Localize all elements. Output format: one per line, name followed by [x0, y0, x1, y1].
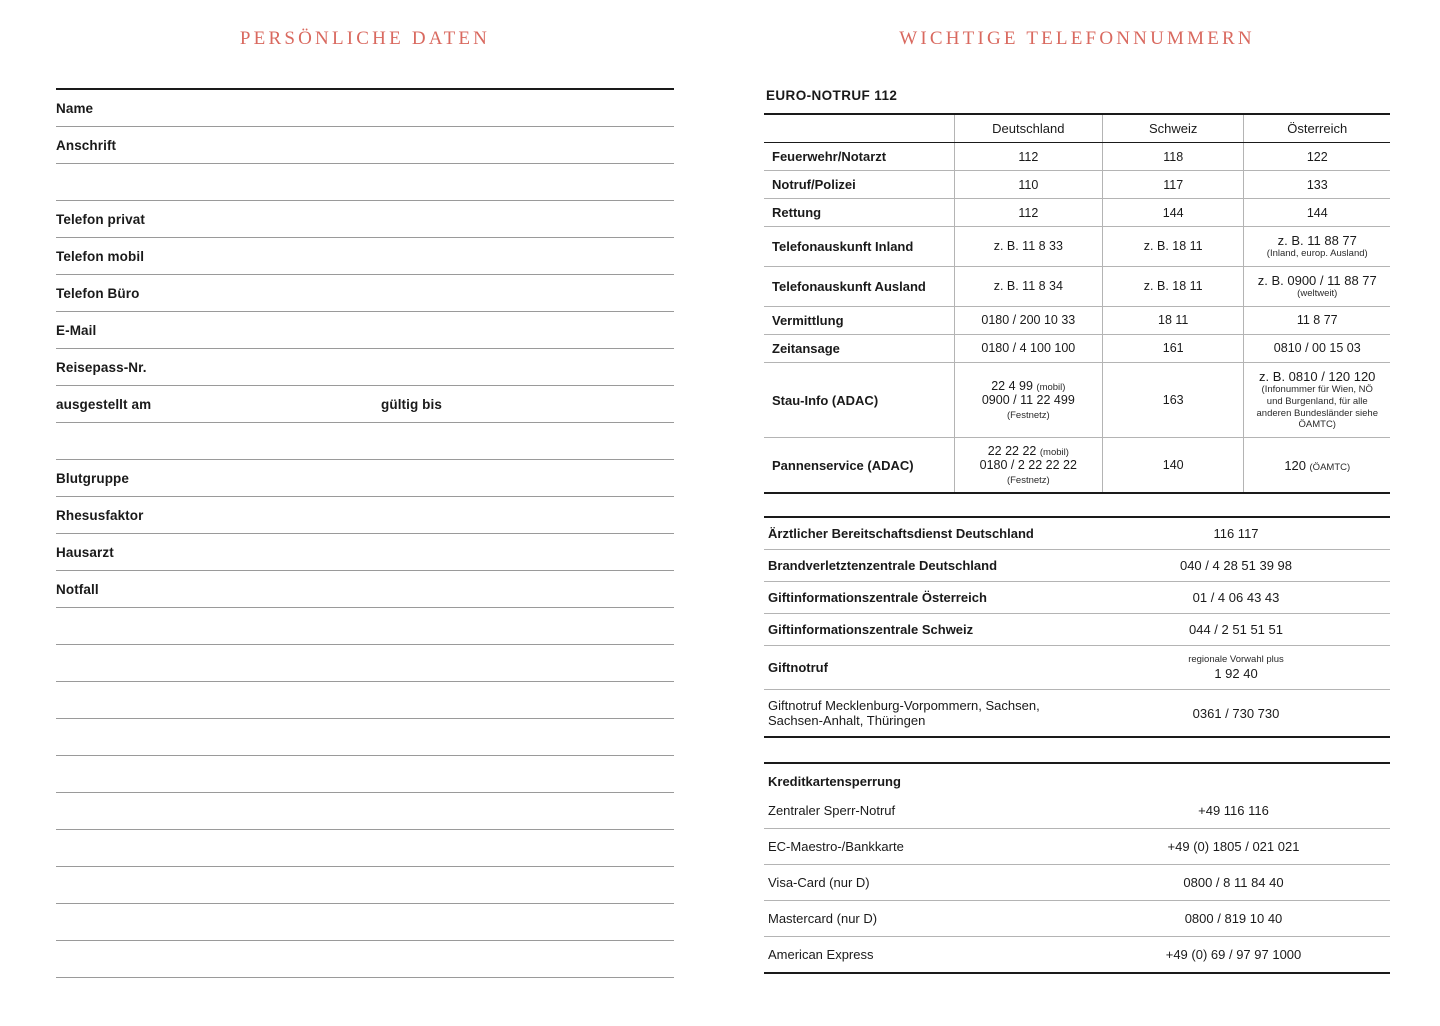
- field-label-secondary: gültig bis: [381, 396, 442, 412]
- card-number: +49 (0) 69 / 97 97 1000: [1165, 947, 1302, 963]
- cell-at-note: (ÖAMTC): [1309, 461, 1351, 473]
- form-row-anschrift-cont[interactable]: [56, 164, 674, 201]
- cell-ch: 118: [1102, 143, 1244, 171]
- table-row: [764, 266, 1390, 306]
- cell-at-main: 120: [1284, 457, 1307, 473]
- form-row-blutgruppe[interactable]: [56, 460, 674, 497]
- card-label: Mastercard (nur D): [764, 901, 1077, 937]
- service-number: 040 / 4 28 51 39 98: [1082, 550, 1390, 582]
- service-number: 1 92 40: [1214, 666, 1258, 682]
- row-label: Telefonauskunft Inland: [764, 227, 954, 267]
- page-spine: [720, 0, 721, 1026]
- field-label: ausgestellt am: [56, 396, 152, 412]
- table-row: [764, 227, 1390, 267]
- cell-ch: 140: [1102, 438, 1244, 494]
- cell-de-line1-number: 22 4 99: [991, 379, 1033, 393]
- credit-card-block-table: [764, 762, 1390, 974]
- cell-at: 144: [1244, 199, 1390, 227]
- table-row: [764, 550, 1390, 582]
- cell-ch: 117: [1102, 171, 1244, 199]
- card-label: Zentraler Sperr-Notruf: [764, 793, 1077, 829]
- form-row-anschrift[interactable]: [56, 127, 674, 164]
- table-row: [764, 334, 1390, 362]
- field-label: Name: [56, 100, 94, 116]
- cell-at-note: (weltweit): [1297, 287, 1338, 299]
- table-row: [764, 793, 1390, 829]
- card-number: +49 116 116: [1077, 793, 1390, 829]
- cell-de: [954, 362, 1102, 438]
- blank-line[interactable]: [56, 719, 674, 756]
- right-page: [720, 0, 1440, 1026]
- cell-de: z. B. 11 8 33: [954, 227, 1102, 267]
- cell-ch: z. B. 18 11: [1102, 227, 1244, 267]
- blank-line[interactable]: [56, 867, 674, 904]
- table-row: [764, 614, 1390, 646]
- field-label: E-Mail: [56, 322, 97, 338]
- cell-at: 11 8 77: [1244, 306, 1390, 334]
- blank-line[interactable]: [56, 904, 674, 941]
- cell-ch: 163: [1102, 362, 1244, 438]
- row-label: Pannenservice (ADAC): [764, 438, 954, 494]
- table-row: [764, 143, 1390, 171]
- field-label: Telefon mobil: [56, 248, 145, 264]
- field-label: Hausarzt: [56, 544, 114, 560]
- service-number-note: regionale Vorwahl plus: [1188, 654, 1284, 666]
- cell-de: 0180 / 200 10 33: [954, 306, 1102, 334]
- form-row-notfall[interactable]: [56, 571, 674, 608]
- field-label: Telefon privat: [56, 211, 145, 227]
- field-label: Notfall: [56, 581, 99, 597]
- field-label: Anschrift: [56, 137, 117, 153]
- cell-de: 112: [954, 143, 1102, 171]
- card-number: 0800 / 819 10 40: [1077, 901, 1390, 937]
- cell-de-line2: [963, 458, 1094, 486]
- cell-ch: 161: [1102, 334, 1244, 362]
- cell-ch: z. B. 18 11: [1102, 266, 1244, 306]
- row-label: Stau-Info (ADAC): [764, 362, 954, 438]
- table-row: [764, 690, 1390, 738]
- blank-line[interactable]: [56, 645, 674, 682]
- row-label: Feuerwehr/Notarzt: [764, 143, 954, 171]
- page-title-left: PERSÖNLICHE DATEN: [239, 28, 491, 49]
- card-label: Visa-Card (nur D): [764, 865, 1077, 901]
- cell-at-note: (Infonummer für Wien, NÖ und Burgenland, für alle anderen Bundesländer siehe ÖAMTC): [1256, 383, 1378, 431]
- row-label: Notruf/Polizei: [764, 171, 954, 199]
- form-row-ausgestellt-gueltig[interactable]: [56, 386, 674, 423]
- cell-de-line2-number: 0900 / 11 22 499: [981, 393, 1075, 407]
- service-number-block: [1082, 646, 1390, 690]
- form-row-hausarzt[interactable]: [56, 534, 674, 571]
- cell-de-line2-note: (Festnetz): [1006, 410, 1050, 421]
- cell-de-line1-number: 22 22 22: [987, 444, 1037, 459]
- table-row: [764, 582, 1390, 614]
- cell-de: 110: [954, 171, 1102, 199]
- cell-de-line2-note: (Festnetz): [1006, 475, 1050, 487]
- row-label: Rettung: [764, 199, 954, 227]
- table-row: [764, 937, 1390, 974]
- card-label: EC-Maestro-/Bankkarte: [764, 829, 1077, 865]
- blank-line[interactable]: [56, 830, 674, 867]
- cell-at: 0810 / 00 15 03: [1244, 334, 1390, 362]
- card-label: American Express: [768, 947, 874, 963]
- cell-de-line1-note: (mobil): [1039, 447, 1069, 459]
- card-number: 0800 / 8 11 84 40: [1077, 865, 1390, 901]
- field-label: Telefon Büro: [56, 285, 140, 301]
- form-row-telefon-privat[interactable]: [56, 201, 674, 238]
- col-header-schweiz: Schweiz: [1102, 114, 1244, 143]
- service-label: Giftnotruf Mecklenburg-Vorpommern, Sachsen, Sachsen-Anhalt, Thüringen: [768, 698, 1040, 729]
- section-heading-euro-notruf: EURO-NOTRUF 112: [766, 88, 898, 103]
- cell-de: 112: [954, 199, 1102, 227]
- col-header-oesterreich: Österreich: [1244, 114, 1390, 143]
- service-label: Brandverletztenzentrale Deutschland: [764, 550, 1082, 582]
- form-row-name[interactable]: [56, 90, 674, 127]
- service-label: Ärztlicher Bereitschaftsdienst Deutschland: [764, 517, 1082, 550]
- cell-at-main: z. B. 0900 / 11 88 77: [1257, 272, 1377, 288]
- table-row: [764, 199, 1390, 227]
- cell-at: [1244, 438, 1390, 494]
- cell-at: [1244, 266, 1390, 306]
- table-row: [764, 829, 1390, 865]
- cell-de: z. B. 11 8 34: [954, 266, 1102, 306]
- table-row: [764, 865, 1390, 901]
- col-header-deutschland: Deutschland: [954, 114, 1102, 143]
- services-table: [764, 516, 1390, 738]
- page-title-right: WICHTIGE TELEFONNUMMERN: [899, 28, 1255, 49]
- cell-de-line2-number: 0180 / 2 22 22 22: [979, 458, 1077, 473]
- row-label: Zeitansage: [764, 334, 954, 362]
- table-header-row: [764, 114, 1390, 143]
- cell-de-line2: [963, 393, 1094, 421]
- service-label: Giftnotruf: [764, 646, 1082, 690]
- form-row-telefon-mobil[interactable]: [56, 238, 674, 275]
- cell-de: 0180 / 4 100 100: [954, 334, 1102, 362]
- cell-de-line1: [963, 444, 1094, 458]
- form-row-telefon-buero[interactable]: [56, 275, 674, 312]
- service-number: 0361 / 730 730: [1192, 705, 1280, 721]
- table-row: [764, 901, 1390, 937]
- table-row: [764, 171, 1390, 199]
- cell-de: [954, 438, 1102, 494]
- cell-ch: 18 11: [1102, 306, 1244, 334]
- form-row-rhesusfaktor[interactable]: [56, 497, 674, 534]
- card-number: +49 (0) 1805 / 021 021: [1077, 829, 1390, 865]
- form-row-email[interactable]: [56, 312, 674, 349]
- blank-line[interactable]: [56, 756, 674, 793]
- cell-at: 133: [1244, 171, 1390, 199]
- cell-at-main: z. B. 0810 / 120 120: [1259, 368, 1376, 384]
- blank-line[interactable]: [56, 608, 674, 645]
- form-row-reisepass[interactable]: [56, 349, 674, 386]
- cell-de-line1: [963, 379, 1094, 393]
- form-row-spacer[interactable]: [56, 423, 674, 460]
- table-row: [764, 646, 1390, 690]
- col-header-blank: [764, 114, 954, 143]
- field-label: Blutgruppe: [56, 470, 129, 486]
- service-label: Giftinformationszentrale Österreich: [764, 582, 1082, 614]
- blank-line[interactable]: [56, 941, 674, 978]
- emergency-numbers-table: [764, 113, 1390, 494]
- cell-at-main: z. B. 11 88 77: [1277, 233, 1357, 248]
- blank-line[interactable]: [56, 682, 674, 719]
- cell-at: [1244, 362, 1390, 438]
- blank-line[interactable]: [56, 793, 674, 830]
- cell-at: 122: [1244, 143, 1390, 171]
- row-label: Vermittlung: [764, 306, 954, 334]
- cell-at-note: (Inland, europ. Ausland): [1266, 248, 1368, 259]
- table-row: [764, 438, 1390, 494]
- cards-heading: Kreditkartensperrung: [768, 774, 901, 790]
- table-row: [764, 306, 1390, 334]
- table-row: [764, 517, 1390, 550]
- service-number: 01 / 4 06 43 43: [1082, 582, 1390, 614]
- cell-ch: 144: [1102, 199, 1244, 227]
- field-label: Reisepass-Nr.: [56, 359, 147, 375]
- service-label: Giftinformationszentrale Schweiz: [764, 614, 1082, 646]
- service-number: 116 117: [1082, 517, 1390, 550]
- cell-de-line1-note: (mobil): [1036, 382, 1066, 393]
- table-row-heading: [764, 763, 1390, 793]
- table-row: [764, 362, 1390, 438]
- field-label: Rhesusfaktor: [56, 507, 144, 523]
- row-label: Telefonauskunft Ausland: [764, 266, 954, 306]
- cell-at: [1244, 227, 1390, 267]
- service-number: 044 / 2 51 51 51: [1082, 614, 1390, 646]
